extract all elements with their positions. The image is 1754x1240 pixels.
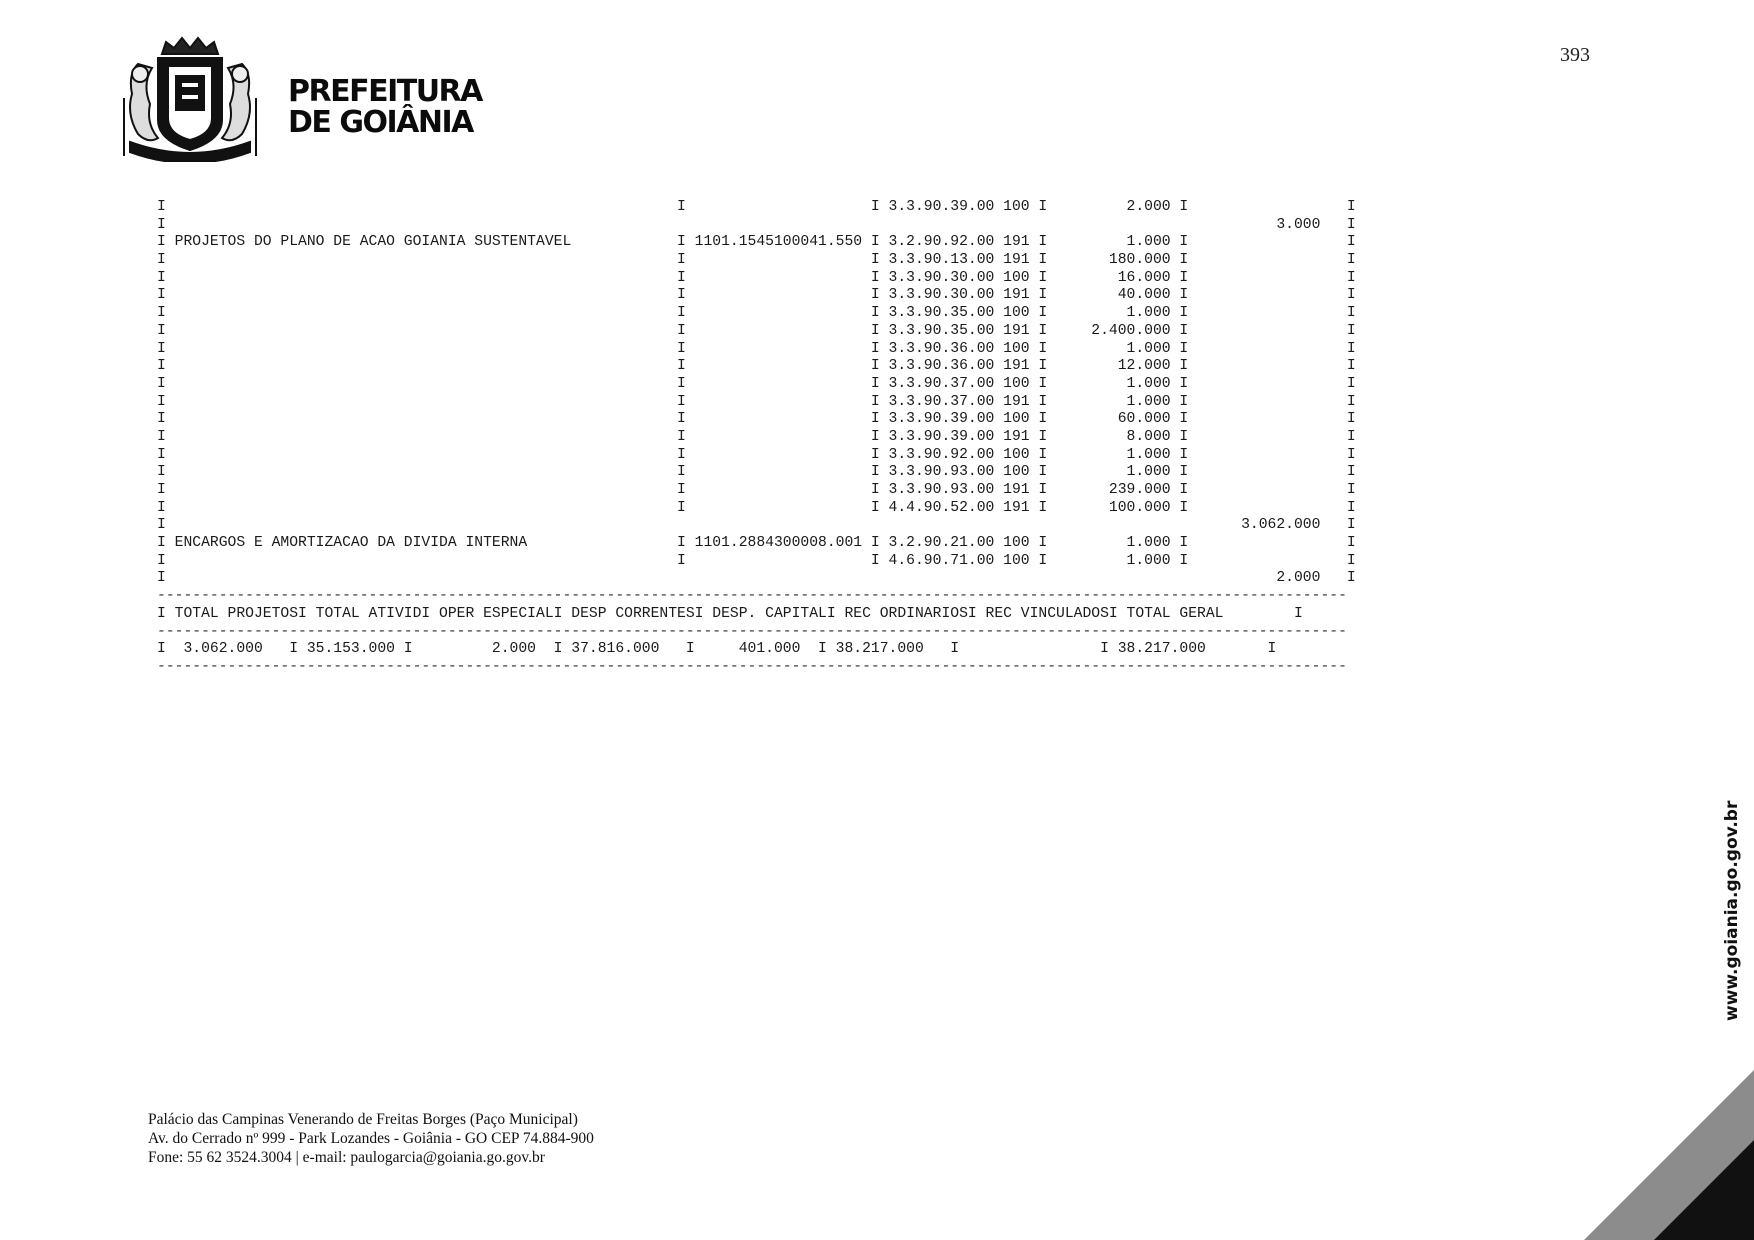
coat-of-arms-icon: [118, 34, 270, 162]
report-divider: ---------------------------------------------------------------------------------------------------------------------------------------: [157, 623, 1347, 640]
report-row: I I I 3.3.90.36.00 100 I 1.000 I I: [157, 340, 1356, 357]
page-number: 393: [1560, 44, 1590, 66]
report-row: I I I 3.3.90.39.00 191 I 8.000 I I: [157, 428, 1356, 445]
website-url: www.goiania.go.gov.br: [1722, 800, 1742, 1021]
report-row: I 3.062.000 I: [157, 517, 1356, 534]
footer-line-1: Palácio das Campinas Venerando de Freitas Borges (Paço Municipal): [148, 1111, 578, 1128]
report-row: I I I 3.3.90.30.00 100 I 16.000 I I: [157, 269, 1356, 286]
report-row: I I I 3.3.90.13.00 191 I 180.000 I I: [157, 252, 1356, 269]
totals-header: I TOTAL PROJETOSI TOTAL ATIVIDI OPER ESPECIALI DESP CORRENTESI DESP. CAPITALI REC ORDINARIOSI REC VINCULADOSI TOTAL GERAL I: [157, 605, 1303, 622]
report-row: I I I 3.3.90.93.00 100 I 1.000 I I: [157, 464, 1356, 481]
prefeitura-logo: [118, 34, 488, 164]
totals-row: I 3.062.000 I 35.153.000 I 2.000 I 37.816.000 I 401.000 I 38.217.000 I I 38.217.000 I: [157, 641, 1277, 658]
report-row: I I I 4.4.90.52.00 191 I 100.000 I I: [157, 499, 1356, 516]
corner-decoration: [1584, 1070, 1754, 1240]
report-row: I 3.000 I: [157, 216, 1356, 233]
report-divider: ---------------------------------------------------------------------------------------------------------------------------------------: [157, 588, 1347, 605]
wordmark-line-1: PREFEITURA: [288, 74, 482, 109]
report-row: I I I 3.3.90.36.00 191 I 12.000 I I: [157, 358, 1356, 375]
report-row: I I I 3.3.90.37.00 100 I 1.000 I I: [157, 375, 1356, 392]
footer-line-3: Fone: 55 62 3524.3004 | e-mail: paulogarcia@goiania.go.gov.br: [148, 1149, 545, 1166]
prefeitura-wordmark: [288, 76, 482, 138]
report-row: I I I 3.3.90.39.00 100 I 60.000 I I: [157, 411, 1356, 428]
report-row: I I I 3.3.90.30.00 191 I 40.000 I I: [157, 287, 1356, 304]
report-row: I I I 3.3.90.93.00 191 I 239.000 I I: [157, 482, 1356, 498]
report-row: I I I 4.6.90.71.00 100 I 1.000 I I: [157, 552, 1356, 569]
budget-report: [157, 199, 1356, 677]
report-row: I 2.000 I: [157, 570, 1356, 587]
footer-line-2: Av. do Cerrado nº 999 - Park Lozandes - Goiânia - GO CEP 74.884-900: [148, 1130, 594, 1147]
report-row: I I I 3.3.90.35.00 191 I 2.400.000 I I: [157, 322, 1356, 339]
report-row: I PROJETOS DO PLANO DE ACAO GOIANIA SUSTENTAVEL I 1101.1545100041.550 I 3.2.90.92.00 191 I 1.000 I I: [157, 234, 1356, 251]
report-row: I I I 3.3.90.37.00 191 I 1.000 I I: [157, 393, 1356, 410]
wordmark-line-2: DE GOIÂNIA: [288, 105, 473, 140]
report-row: I ENCARGOS E AMORTIZACAO DA DIVIDA INTERNA I 1101.2884300008.001 I 3.2.90.21.00 100 I 1.000 I I: [157, 535, 1356, 552]
report-row: I I I 3.3.90.39.00 100 I 2.000 I I: [157, 199, 1356, 215]
report-row: I I I 3.3.90.35.00 100 I 1.000 I I: [157, 305, 1356, 322]
report-row: I I I 3.3.90.92.00 100 I 1.000 I I: [157, 446, 1356, 463]
report-divider: ---------------------------------------------------------------------------------------------------------------------------------------: [157, 658, 1347, 675]
footer-address: [148, 1110, 594, 1167]
